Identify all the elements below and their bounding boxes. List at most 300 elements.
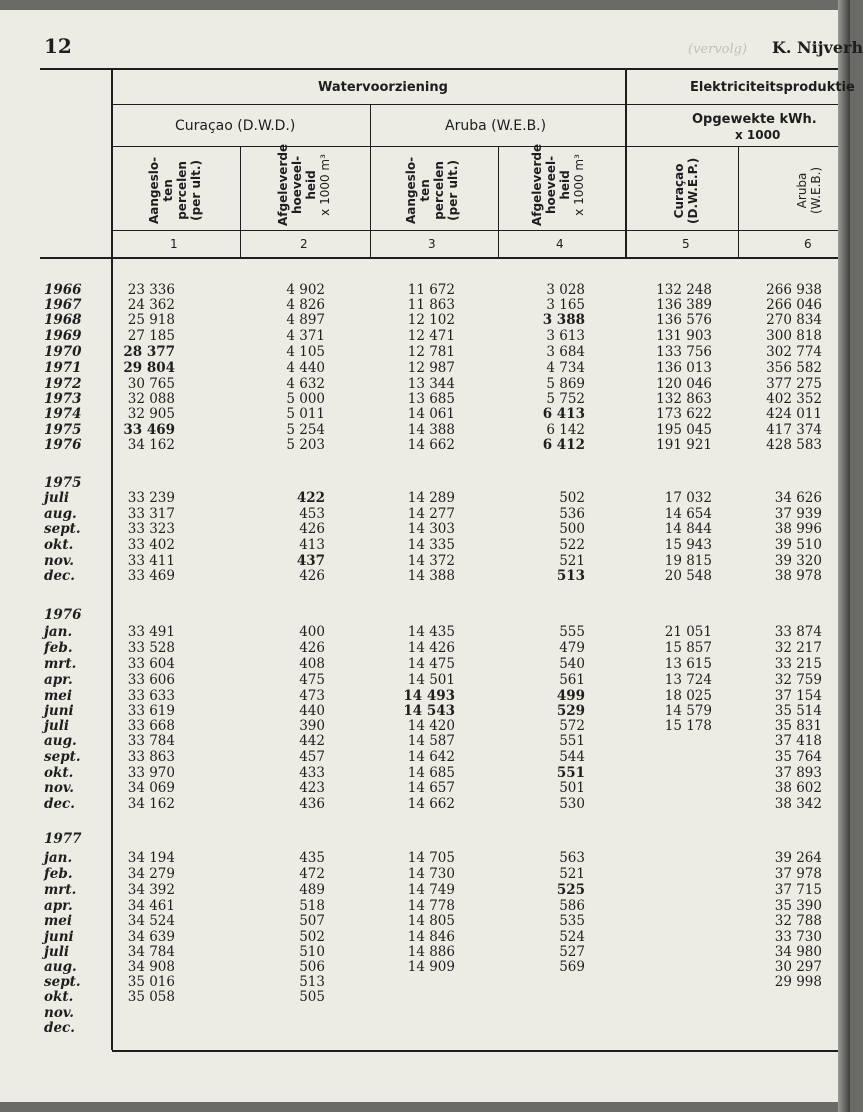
cell: 529 [556,703,585,719]
col3-header-line: Aangeslo- [404,156,418,224]
row-label: aug. [44,733,77,749]
header-curacao-dwd: Curaçao (D.W.D.) [175,118,296,134]
cell: 521 [559,866,585,882]
row-label: sept. [44,974,81,990]
cell: 34 162 [127,437,175,453]
cell: 435 [299,850,325,866]
cell: 499 [556,688,585,704]
cell: 34 784 [127,944,175,960]
cell: 563 [559,850,585,866]
cell: 14 662 [407,796,455,812]
cell: 270 834 [766,312,822,328]
cell: 507 [299,913,325,929]
cell: 11 863 [407,297,455,313]
col6-header-line: (W.E.B.) [809,166,823,214]
cell: 28 377 [123,344,175,360]
cell: 3 028 [546,282,585,298]
row-label: 1976 [44,437,82,453]
cell: 173 622 [656,406,712,422]
cell: 422 [296,490,325,506]
cell: 15 178 [664,718,712,734]
cell: 555 [559,624,585,640]
cell: 6 142 [546,422,585,438]
row-label: juli [44,490,69,506]
col3-header-line: (per ult.) [446,160,460,221]
cell: 505 [299,989,325,1005]
cell: 518 [299,898,325,914]
cell: 39 264 [774,850,822,866]
cell: 14 372 [407,553,455,569]
cell: 23 336 [127,282,175,298]
cell: 479 [559,640,585,656]
page-edge-shadow [838,0,850,1112]
cell: 551 [559,733,585,749]
col-number: 6 [804,237,812,251]
cell: 536 [559,506,585,522]
cell: 428 583 [766,437,822,453]
table-bottom-rule [112,1050,838,1052]
cell: 32 217 [774,640,822,656]
cell: 527 [559,944,585,960]
cell: 38 978 [774,568,822,584]
col-number: 5 [682,237,690,251]
cell: 14 642 [407,749,455,765]
row-label: 1966 [44,282,82,298]
cell: 13 724 [664,672,712,688]
vrule-col1-col2 [240,146,241,258]
cell: 131 903 [656,328,712,344]
cell: 14 303 [407,521,455,537]
row-label: 1967 [44,297,82,313]
cell: 300 818 [766,328,822,344]
cell: 34 194 [127,850,175,866]
row-label: mrt. [44,656,77,672]
cell: 4 632 [286,376,325,392]
cell: 535 [559,913,585,929]
header-elektriciteitsproduktie: Elektriciteitsproduktie [690,80,855,95]
cell: 14 335 [407,537,455,553]
col4-header-line: heid [558,170,572,200]
row-label: nov. [44,780,75,796]
row-label: jan. [44,850,73,866]
cell: 423 [299,780,325,796]
cell: 38 602 [774,780,822,796]
cell: 540 [559,656,585,672]
cell: 13 344 [407,376,455,392]
vrule-water-elec [625,69,627,258]
cell: 12 471 [407,328,455,344]
group-year-1976: 1976 [44,607,82,623]
col2-header-line: Afgeleverde [276,143,290,226]
cell: 132 248 [656,282,712,298]
cell: 25 918 [127,312,175,328]
row-label: jan. [44,624,73,640]
cell: 14 388 [407,422,455,438]
col3-header-line: percelen [432,161,446,220]
cell: 33 528 [127,640,175,656]
col1-header-line: percelen [175,161,189,220]
cell: 33 784 [127,733,175,749]
cell: 522 [559,537,585,553]
col5-header-line: Curaçao [672,163,686,219]
cell: 32 788 [774,913,822,929]
cell: 34 980 [774,944,822,960]
cell: 120 046 [656,376,712,392]
cell: 524 [559,929,585,945]
cell: 356 582 [766,360,822,376]
cell: 33 668 [127,718,175,734]
row-label: mrt. [44,882,77,898]
cell: 39 320 [774,553,822,569]
row-label: sept. [44,749,81,765]
cell: 12 987 [407,360,455,376]
row-label: okt. [44,765,74,781]
row-label: 1974 [44,406,82,422]
cell: 4 902 [286,282,325,298]
cell: 38 996 [774,521,822,537]
cell: 510 [299,944,325,960]
cell: 34 626 [774,490,822,506]
cell: 35 016 [127,974,175,990]
cell: 14 657 [407,780,455,796]
cell: 35 390 [774,898,822,914]
row-label: feb. [44,640,73,656]
cell: 426 [299,640,325,656]
header-aruba-web: Aruba (W.E.B.) [445,118,547,134]
cell: 17 032 [664,490,712,506]
cell: 525 [556,882,585,898]
cell: 513 [299,974,325,990]
cell: 14 543 [403,703,455,719]
cell: 33 239 [127,490,175,506]
cell: 34 392 [127,882,175,898]
cell: 11 672 [407,282,455,298]
col4-header [530,144,586,226]
cell: 472 [299,866,325,882]
vrule-curacao-aruba [370,105,371,258]
cell: 530 [559,796,585,812]
vrule-col5-col6 [738,146,739,258]
cell: 4 897 [286,312,325,328]
cell: 14 805 [407,913,455,929]
cell: 12 781 [407,344,455,360]
cell: 501 [559,780,585,796]
cell: 33 730 [774,929,822,945]
cell: 14 685 [407,765,455,781]
subgroup-rule [112,146,838,147]
cell: 33 606 [127,672,175,688]
cell: 133 756 [656,344,712,360]
cell: 14 778 [407,898,455,914]
cell: 191 921 [656,437,712,453]
cell: 14 420 [407,718,455,734]
cell: 33 491 [127,624,175,640]
row-label: okt. [44,537,74,553]
row-label: 1975 [44,422,82,438]
cell: 436 [299,796,325,812]
cell: 14 844 [664,521,712,537]
col4-header-unit: x 1000 m³ [572,154,586,216]
chapter-heading: K. Nijverh [772,38,863,57]
cell: 6 412 [542,437,585,453]
row-label: apr. [44,898,73,914]
col2-header-line: hoeveel- [290,155,304,215]
cell: 14 289 [407,490,455,506]
cell: 502 [559,490,585,506]
cell: 37 715 [774,882,822,898]
cell: 390 [299,718,325,734]
cell: 572 [559,718,585,734]
cell: 5 752 [546,391,585,407]
row-label: mei [44,688,73,704]
col3-header [404,157,460,224]
cell: 35 514 [774,703,822,719]
cell: 33 619 [127,703,175,719]
cell: 4 440 [286,360,325,376]
cell: 37 978 [774,866,822,882]
cell: 19 815 [664,553,712,569]
row-label: juli [44,718,69,734]
col1-header-line: (per ult.) [189,160,203,221]
col-number: 2 [300,237,308,251]
cell: 5 000 [286,391,325,407]
cell: 33 469 [127,568,175,584]
col-number: 1 [170,237,178,251]
cell: 15 857 [664,640,712,656]
cell: 440 [299,703,325,719]
cell: 13 615 [664,656,712,672]
cell: 413 [299,537,325,553]
cell: 400 [299,624,325,640]
row-label: nov. [44,1005,75,1021]
cell: 15 943 [664,537,712,553]
cell: 35 831 [774,718,822,734]
cell: 32 759 [774,672,822,688]
header-opgewekte-unit: x 1000 [735,128,781,142]
cell: 21 051 [664,624,712,640]
cell: 32 088 [127,391,175,407]
cell: 14 426 [407,640,455,656]
cell: 34 279 [127,866,175,882]
cell: 14 662 [407,437,455,453]
col-number: 4 [556,237,564,251]
cell: 14 730 [407,866,455,882]
cell: 433 [299,765,325,781]
cell: 39 510 [774,537,822,553]
cell: 33 411 [127,553,175,569]
col2-header-unit: x 1000 m³ [318,154,332,216]
cell: 302 774 [766,344,822,360]
cell: 14 846 [407,929,455,945]
row-label: aug. [44,959,77,975]
cell: 30 765 [127,376,175,392]
row-label: sept. [44,521,81,537]
cell: 132 863 [656,391,712,407]
col6-header [795,167,823,214]
cell: 437 [296,553,325,569]
cell: 502 [299,929,325,945]
page-number: 12 [44,34,72,58]
col2-header [276,144,332,226]
cell: 489 [299,882,325,898]
group-rule [112,104,838,105]
cell: 506 [299,959,325,975]
cell: 424 011 [766,406,822,422]
header-bottom-rule [40,257,838,259]
cell: 14 705 [407,850,455,866]
row-label: juli [44,944,69,960]
cell: 12 102 [407,312,455,328]
col1-header [147,157,203,224]
cell: 14 501 [407,672,455,688]
row-label: mei [44,913,73,929]
cell: 457 [299,749,325,765]
cell: 5 011 [286,406,325,422]
cell: 4 734 [546,360,585,376]
cell: 14 061 [407,406,455,422]
cell: 33 317 [127,506,175,522]
cell: 33 215 [774,656,822,672]
cell: 14 587 [407,733,455,749]
row-label: feb. [44,866,73,882]
col-number: 3 [428,237,436,251]
col1-header-line: ten [161,179,175,202]
cell: 13 685 [407,391,455,407]
col1-header-line: Aangeslo- [147,156,161,224]
cell: 513 [556,568,585,584]
cell: 30 297 [774,959,822,975]
col4-header-line: hoeveel- [544,155,558,215]
cell: 561 [559,672,585,688]
cell: 35 058 [127,989,175,1005]
header-watervoorziening: Watervoorziening [318,80,448,95]
row-label: juni [44,929,74,945]
row-label: apr. [44,672,73,688]
row-label: 1972 [44,376,82,392]
cell: 14 388 [407,568,455,584]
cell: 14 579 [664,703,712,719]
vrule-col3-col4 [498,146,499,258]
cell: 14 654 [664,506,712,522]
cell: 6 413 [542,406,585,422]
cell: 5 203 [286,437,325,453]
cell: 14 749 [407,882,455,898]
cell: 14 493 [403,688,455,704]
cell: 14 435 [407,624,455,640]
col5-header [672,158,700,224]
row-label: 1973 [44,391,82,407]
cell: 34 162 [127,796,175,812]
cell: 33 604 [127,656,175,672]
cell: 417 374 [766,422,822,438]
cell: 266 938 [766,282,822,298]
cell: 24 362 [127,297,175,313]
col2-header-line: heid [304,170,318,200]
row-label: aug. [44,506,77,522]
cell: 20 548 [664,568,712,584]
cell: 3 165 [546,297,585,313]
row-label: dec. [44,1020,75,1036]
cell: 33 633 [127,688,175,704]
cell: 586 [559,898,585,914]
cell: 29 804 [123,360,175,376]
group-year-1977: 1977 [44,831,82,847]
faint-heading: (vervolg) [688,42,748,57]
cell: 14 886 [407,944,455,960]
row-label: dec. [44,568,75,584]
cell: 14 475 [407,656,455,672]
cell: 14 277 [407,506,455,522]
cell: 37 154 [774,688,822,704]
cell: 136 389 [656,297,712,313]
col4-header-line: Afgeleverde [530,143,544,226]
cell: 266 046 [766,297,822,313]
cell: 475 [299,672,325,688]
cell: 3 684 [546,344,585,360]
cell: 34 069 [127,780,175,796]
row-label: okt. [44,989,74,1005]
row-label: 1969 [44,328,82,344]
cell: 569 [559,959,585,975]
row-label: dec. [44,796,75,812]
col6-header-line: Aruba [795,172,809,209]
cell: 453 [299,506,325,522]
cell: 500 [559,521,585,537]
cell: 34 461 [127,898,175,914]
cell: 37 939 [774,506,822,522]
cell: 4 105 [286,344,325,360]
cell: 35 764 [774,749,822,765]
cell: 136 576 [656,312,712,328]
cell: 4 826 [286,297,325,313]
cell: 33 323 [127,521,175,537]
cell: 426 [299,568,325,584]
cell: 473 [299,688,325,704]
cell: 5 254 [286,422,325,438]
cell: 33 402 [127,537,175,553]
cell: 544 [559,749,585,765]
cell: 14 909 [407,959,455,975]
row-label: juni [44,703,74,719]
cell: 37 418 [774,733,822,749]
cell: 3 613 [546,328,585,344]
cell: 33 469 [123,422,175,438]
cell: 34 524 [127,913,175,929]
cell: 136 013 [656,360,712,376]
cell: 521 [559,553,585,569]
cell: 195 045 [656,422,712,438]
col3-header-line: ten [418,179,432,202]
cell: 3 388 [542,312,585,328]
cell: 442 [299,733,325,749]
cell: 38 342 [774,796,822,812]
cell: 33 863 [127,749,175,765]
cell: 27 185 [127,328,175,344]
cell: 33 874 [774,624,822,640]
top-rule [40,68,838,70]
cell: 426 [299,521,325,537]
row-label: 1970 [44,344,82,360]
row-label: nov. [44,553,75,569]
row-label: 1971 [44,360,82,376]
cell: 34 639 [127,929,175,945]
cell: 32 905 [127,406,175,422]
cell: 5 869 [546,376,585,392]
cell: 33 970 [127,765,175,781]
cell: 551 [556,765,585,781]
cell: 37 893 [774,765,822,781]
col5-header-line: (D.W.E.P.) [686,157,700,224]
